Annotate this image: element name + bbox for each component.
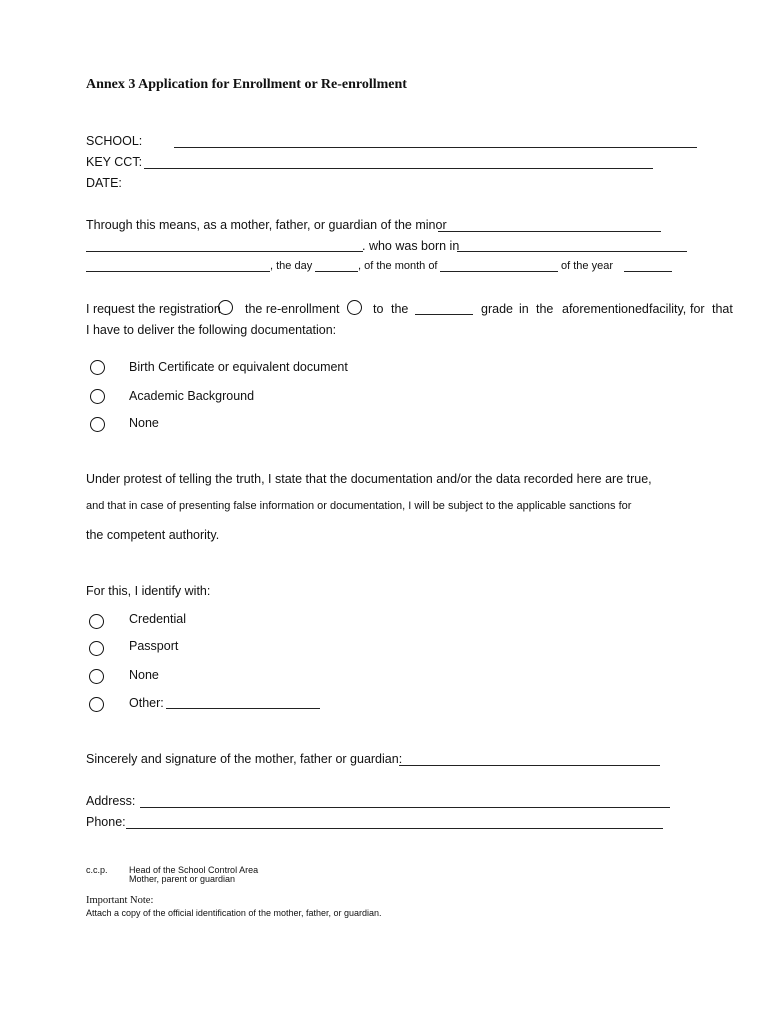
- minor-name-continued-field[interactable]: [86, 251, 363, 252]
- phone-label: Phone:: [86, 815, 126, 829]
- birthplace-field[interactable]: [457, 251, 687, 252]
- minor-name-field[interactable]: [438, 231, 661, 232]
- option-label: Passport: [129, 639, 179, 653]
- note-text: Attach a copy of the official identification of the mother, father, or guardian.: [86, 908, 382, 918]
- passport-radio[interactable]: [89, 641, 104, 656]
- school-field[interactable]: [174, 147, 697, 148]
- birth-certificate-radio[interactable]: [90, 360, 105, 375]
- documentation-none-radio[interactable]: [90, 417, 105, 432]
- request-text: that: [712, 302, 733, 316]
- year-field[interactable]: [624, 271, 672, 272]
- grade-field[interactable]: [415, 314, 473, 315]
- signature-label: Sincerely and signature of the mother, father or guardian:: [86, 752, 403, 766]
- month-field[interactable]: [440, 271, 558, 272]
- request-text: the: [391, 302, 409, 316]
- registration-radio[interactable]: [218, 300, 233, 315]
- protest-line1: Under protest of telling the truth, I state that the documentation and/or the data recorded here are true,: [86, 472, 652, 486]
- credential-radio[interactable]: [89, 614, 104, 629]
- request-line1: [86, 302, 731, 318]
- protest-line3: the competent authority.: [86, 528, 220, 542]
- school-label: SCHOOL:: [86, 134, 143, 148]
- identify-none-radio[interactable]: [89, 669, 104, 684]
- phone-field[interactable]: [126, 828, 663, 829]
- month-label: , of the month of: [358, 260, 438, 272]
- request-text: grade: [481, 302, 513, 316]
- request-text: the re-enrollment: [245, 302, 340, 316]
- day-field[interactable]: [315, 271, 358, 272]
- option-label: None: [129, 668, 159, 682]
- address-field[interactable]: [140, 807, 670, 808]
- ccp-label: c.c.p.: [86, 865, 108, 875]
- protest-line2: and that in case of presenting false information or documentation, I will be subject to the applicable sanctions for: [86, 500, 632, 512]
- request-text: facility,: [649, 302, 687, 316]
- request-text: in: [519, 302, 529, 316]
- ccp-recipient-2: Mother, parent or guardian: [129, 874, 236, 884]
- statement-line1: Through this means, as a mother, father, or guardian of the minor: [86, 218, 447, 232]
- date-label: DATE:: [86, 176, 122, 190]
- year-label: of the year: [561, 260, 613, 272]
- request-text: to: [373, 302, 384, 316]
- academic-background-radio[interactable]: [90, 389, 105, 404]
- ccp-recipient-1: Head of the School Control Area: [129, 865, 259, 875]
- option-label: Birth Certificate or equivalent document: [129, 360, 348, 374]
- key-cct-field[interactable]: [144, 168, 653, 169]
- request-text: aforementioned: [562, 302, 649, 316]
- page-title: Annex 3 Application for Enrollment or Re-enrollment: [86, 77, 407, 92]
- option-label: None: [129, 416, 159, 430]
- signature-field[interactable]: [399, 765, 660, 766]
- identify-heading: For this, I identify with:: [86, 584, 211, 598]
- option-label: Other:: [129, 696, 164, 710]
- other-field[interactable]: [166, 708, 320, 709]
- request-line2: I have to deliver the following documentation:: [86, 323, 337, 337]
- other-radio[interactable]: [89, 697, 104, 712]
- re-enrollment-radio[interactable]: [347, 300, 362, 315]
- note-heading: Important Note:: [86, 895, 154, 906]
- day-label: , the day: [270, 260, 313, 272]
- request-text: the: [536, 302, 554, 316]
- request-text: I request the registration: [86, 302, 221, 316]
- option-label: Academic Background: [129, 389, 255, 403]
- born-in-label: . who was born in: [362, 239, 460, 253]
- key-cct-label: KEY CCT:: [86, 155, 143, 169]
- address-label: Address:: [86, 794, 136, 808]
- request-text: for: [690, 302, 705, 316]
- birthplace-continued-field[interactable]: [86, 271, 270, 272]
- option-label: Credential: [129, 612, 186, 626]
